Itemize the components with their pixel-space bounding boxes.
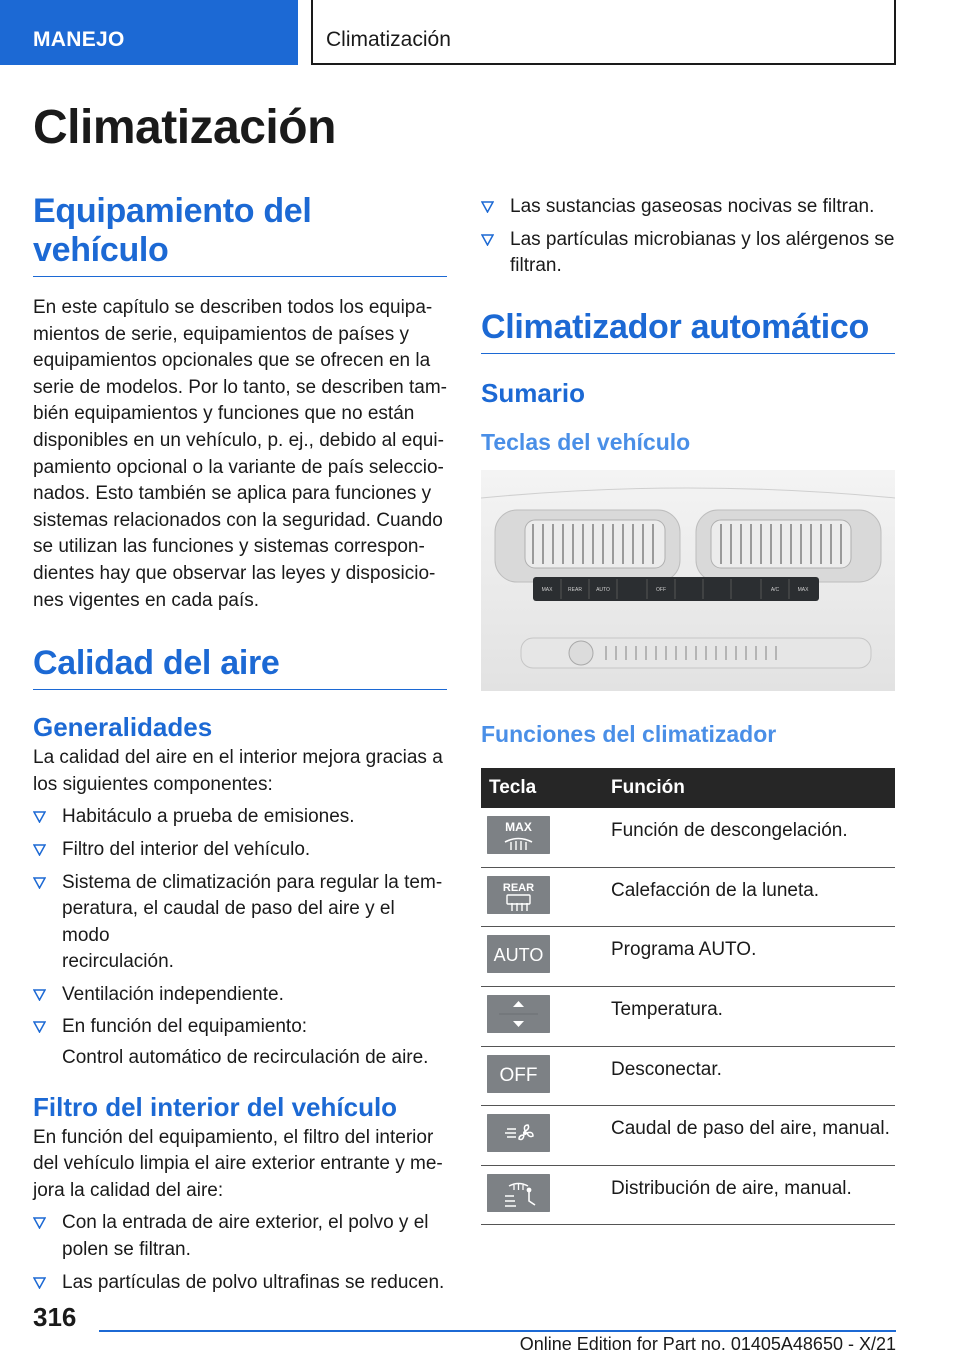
text-line: mientos de serie, equipamientos de países y [33, 323, 409, 345]
triangle-bullet-icon [33, 989, 46, 1001]
photo-label: MAX [541, 586, 553, 593]
heading-filtro: Filtro del interior del vehículo [33, 1091, 398, 1122]
item-text: recirculación. [62, 951, 174, 973]
heading-climatizador-automatico: Climatizador automático [481, 308, 895, 354]
column-header-funcion: Función [605, 768, 895, 808]
triangle-bullet-icon [33, 1021, 46, 1033]
table-header-row [481, 768, 895, 808]
photo-label: OFF [656, 586, 666, 593]
triangle-bullet-icon [33, 844, 46, 856]
edition-text: Online Edition for Part no. 01405A48650 - X/21 [519, 1334, 896, 1354]
item-text: Las partículas microbianas y los alérgenos se [510, 228, 895, 250]
filtro-list [33, 1210, 447, 1296]
function-cell: Distribución de aire, manual. [605, 1165, 895, 1225]
item-text: Filtro del interior del vehículo. [62, 838, 311, 860]
photo-label: A/C [770, 586, 780, 593]
heading-equipamiento: Equipamiento del vehículo [33, 192, 447, 277]
photo-label: MAX [797, 586, 809, 593]
max-defrost-key-icon [487, 816, 550, 854]
key-cell [481, 987, 605, 1047]
function-cell: Caudal de paso del aire, manual. [605, 1106, 895, 1166]
text-line: nes vigentes en cada país. [33, 589, 260, 611]
off-key-icon [487, 1055, 550, 1093]
item-text: peratura, el caudal de paso del aire y el modo [62, 898, 395, 946]
key-cell [481, 1046, 605, 1106]
heading-generalidades: Generalidades [33, 712, 213, 743]
svg-text:OFF: OFF [499, 1064, 538, 1086]
section-label: MANEJO [33, 28, 125, 51]
generalidades-paragraph [33, 745, 447, 798]
photo-label: REAR [568, 586, 582, 593]
footer-divider [99, 1330, 896, 1332]
text-line: del vehículo limpia el aire exterior entrante y me- [33, 1153, 443, 1175]
list-item [33, 870, 447, 976]
text-line: jora la calidad del aire: [33, 1179, 224, 1201]
heading-funciones: Funciones del climatizador [481, 720, 777, 747]
photo-label: AUTO [596, 586, 610, 593]
section-tab [0, 0, 298, 65]
table-row [481, 927, 895, 987]
item-text: polen se filtran. [62, 1239, 191, 1261]
climate-panel-photo [481, 470, 895, 691]
svg-text:MAX: MAX [505, 819, 532, 834]
function-cell: Programa AUTO. [605, 927, 895, 987]
svg-text:REAR: REAR [502, 881, 535, 894]
equipamiento-paragraph [33, 295, 447, 614]
text-line: nados. Esto también se aplica para funciones y [33, 483, 432, 505]
temperature-key-icon [487, 995, 550, 1033]
list-item [33, 1014, 447, 1041]
heading-teclas: Teclas del vehículo [481, 428, 691, 455]
item-text: Con la entrada de aire exterior, el polvo y el [62, 1212, 429, 1234]
key-cell [481, 867, 605, 927]
text-line: equipamientos opcionales que se ofrecen en la [33, 350, 431, 372]
heading-sumario: Sumario [481, 377, 586, 408]
text-line: sistemas relacionados con la seguridad. Cuando [33, 509, 443, 531]
left-column [33, 192, 447, 1302]
table-row [481, 1046, 895, 1106]
generalidades-list [33, 804, 447, 1041]
rear-defrost-key-icon [487, 876, 550, 914]
text-line: dientes hay que observar las leyes y disposicio- [33, 562, 436, 584]
text-line: disponibles en un vehículo, p. ej., debido al equi- [33, 429, 444, 451]
triangle-bullet-icon [33, 877, 46, 889]
right-column [481, 194, 895, 1225]
fan-key-icon [487, 1114, 550, 1152]
column-header-tecla: Tecla [481, 768, 605, 808]
heading-calidad-aire: Calidad del aire [33, 644, 447, 690]
table-row [481, 987, 895, 1047]
item-text: Sistema de climatización para regular la tem- [62, 871, 443, 893]
chapter-box [311, 0, 896, 65]
list-continuation: Control automático de recirculación de aire. [62, 1047, 429, 1069]
text-line: se utilizan las funciones y sistemas correspon- [33, 536, 425, 558]
list-item [33, 837, 447, 864]
air-distribution-key-icon [487, 1174, 550, 1212]
page-number: 316 [33, 1302, 77, 1332]
table-row [481, 1165, 895, 1225]
text-line: pamiento opcional o la variante de país seleccio- [33, 456, 444, 478]
text-line: En función del equipamiento, el filtro del interior [33, 1126, 434, 1148]
table-row [481, 867, 895, 927]
item-text: Las sustancias gaseosas nocivas se filtran. [510, 196, 875, 217]
item-text: filtran. [510, 255, 562, 277]
list-item [33, 804, 447, 831]
item-text: Las partículas de polvo ultrafinas se reducen. [62, 1271, 445, 1293]
chapter-label: Climatización [326, 28, 451, 51]
list-item [33, 982, 447, 1009]
svg-text:AUTO: AUTO [493, 945, 544, 966]
table-row [481, 808, 895, 868]
function-cell: Temperatura. [605, 987, 895, 1047]
functions-table [481, 768, 895, 1226]
text-line: serie de modelos. Por lo tanto, se describen tam- [33, 376, 447, 398]
triangle-bullet-icon [481, 201, 494, 213]
text-line: los siguientes componentes: [33, 773, 273, 795]
key-cell [481, 808, 605, 868]
auto-key-icon [487, 935, 550, 973]
item-text: En función del equipamiento: [62, 1016, 308, 1038]
list-item [481, 227, 895, 280]
function-cell: Función de descongelación. [605, 808, 895, 868]
item-text: Ventilación independiente. [62, 983, 284, 1005]
list-item [481, 194, 895, 221]
triangle-bullet-icon [33, 811, 46, 823]
filtro-paragraph [33, 1125, 447, 1205]
triangle-bullet-icon [481, 234, 494, 246]
key-cell [481, 927, 605, 987]
table-row [481, 1106, 895, 1166]
triangle-bullet-icon [33, 1217, 46, 1229]
function-cell: Calefacción de la luneta. [605, 867, 895, 927]
text-line: bién equipamientos y funciones que no están [33, 403, 415, 425]
list-item [33, 1270, 447, 1297]
function-cell: Desconectar. [605, 1046, 895, 1106]
key-cell [481, 1106, 605, 1166]
item-text: Habitáculo a prueba de emisiones. [62, 806, 355, 828]
page-title: Climatización [33, 101, 336, 154]
text-line: En este capítulo se describen todos los equipa- [33, 297, 433, 318]
triangle-bullet-icon [33, 1277, 46, 1289]
list-item [33, 1210, 447, 1263]
text-line: La calidad del aire en el interior mejora gracias a [33, 747, 443, 769]
key-cell [481, 1165, 605, 1225]
right-top-list [481, 194, 895, 280]
